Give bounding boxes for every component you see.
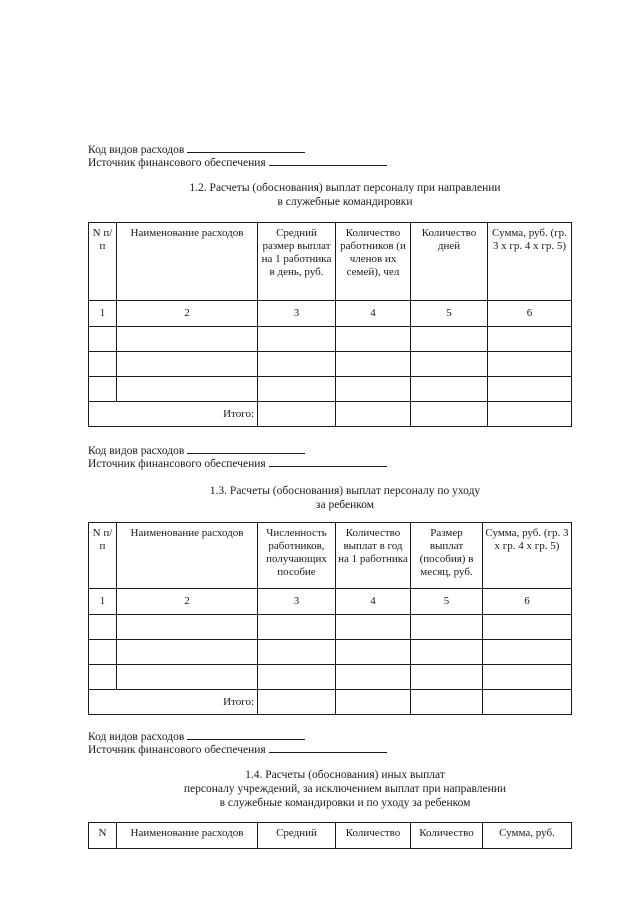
header-cell: N п/п xyxy=(89,223,117,301)
expense-code-blank xyxy=(187,729,305,740)
section-1-3-title xyxy=(60,484,630,512)
header-cell: Наименование расходов xyxy=(117,523,258,589)
header-cell: Количество xyxy=(336,823,411,849)
column-number: 4 xyxy=(336,589,411,615)
table-row xyxy=(89,377,572,402)
header-cell: Наименование расходов xyxy=(117,223,258,301)
header-cell: Сумма, руб. (гр. 3 х гр. 4 х гр. 5) xyxy=(483,523,572,589)
total-label: Итого: xyxy=(89,402,258,427)
expense-code-label: Код видов расходов xyxy=(88,144,185,156)
funding-source-blank xyxy=(269,742,387,753)
table-row xyxy=(89,352,572,377)
column-number: 1 xyxy=(89,589,117,615)
column-number-row xyxy=(89,589,572,615)
section-1-4-title xyxy=(60,768,630,810)
header-cell: Количество дней xyxy=(411,223,488,301)
header-cell: Количество работников (и членов их семей), чел xyxy=(336,223,411,301)
header-cell: Средний размер выплат на 1 работника в день, руб. xyxy=(258,223,336,301)
column-number: 1 xyxy=(89,301,117,327)
funding-source-line xyxy=(88,456,387,471)
column-number: 6 xyxy=(488,301,572,327)
childcare-table xyxy=(88,522,572,715)
header-cell: Наименование расходов xyxy=(117,823,258,849)
total-label: Итого: xyxy=(89,690,258,715)
funding-source-line xyxy=(88,155,387,170)
section-1-2-title xyxy=(60,181,630,209)
section-title-line: в служебные командировки xyxy=(277,196,413,208)
table-row xyxy=(89,615,572,640)
section-title-line: за ребенком xyxy=(315,499,375,511)
section-title-line: 1.3. Расчеты (обоснования) выплат персоналу по уходу xyxy=(209,485,481,497)
funding-source-line xyxy=(88,742,387,757)
column-number: 4 xyxy=(336,301,411,327)
expense-code-blank xyxy=(187,443,305,454)
expense-code-blank xyxy=(187,142,305,153)
total-row xyxy=(89,402,572,427)
total-row xyxy=(89,690,572,715)
header-cell: Средний xyxy=(258,823,336,849)
funding-source-label: Источник финансового обеспечения xyxy=(88,157,266,169)
column-number: 6 xyxy=(483,589,572,615)
column-number: 5 xyxy=(411,589,483,615)
expense-code-label: Код видов расходов xyxy=(88,731,185,743)
section-title-line: в служебные командировки и по уходу за ребенком xyxy=(219,797,471,809)
header-cell: Количество xyxy=(411,823,483,849)
column-number-row xyxy=(89,301,572,327)
column-number: 2 xyxy=(117,589,258,615)
funding-source-label: Источник финансового обеспечения xyxy=(88,744,266,756)
table-row xyxy=(89,640,572,665)
column-number: 5 xyxy=(411,301,488,327)
table-header-row xyxy=(89,823,572,849)
column-number: 3 xyxy=(258,589,336,615)
expense-code-label: Код видов расходов xyxy=(88,445,185,457)
header-cell: Сумма, руб. xyxy=(483,823,572,849)
header-cell: N xyxy=(89,823,117,849)
column-number: 2 xyxy=(117,301,258,327)
header-cell: Размер выплат (пособия) в месяц, руб. xyxy=(411,523,483,589)
header-cell: Численность работников, получающих пособие xyxy=(258,523,336,589)
other-payments-table xyxy=(88,822,572,849)
section-title-line: персоналу учреждений, за исключением выплат при направлении xyxy=(183,783,507,795)
table-header-row xyxy=(89,523,572,589)
funding-source-blank xyxy=(269,155,387,166)
funding-source-blank xyxy=(269,456,387,467)
section-title-line: 1.2. Расчеты (обоснования) выплат персоналу при направлении xyxy=(189,182,501,194)
table-row xyxy=(89,665,572,690)
funding-source-label: Источник финансового обеспечения xyxy=(88,458,266,470)
column-number: 3 xyxy=(258,301,336,327)
table-row xyxy=(89,327,572,352)
table-header-row xyxy=(89,223,572,301)
business-trip-table xyxy=(88,222,572,427)
section-title-line: 1.4. Расчеты (обоснования) иных выплат xyxy=(245,769,445,781)
header-cell: Сумма, руб. (гр. 3 х гр. 4 х гр. 5) xyxy=(488,223,572,301)
header-cell: Количество выплат в год на 1 работника xyxy=(336,523,411,589)
header-cell: N п/п xyxy=(89,523,117,589)
